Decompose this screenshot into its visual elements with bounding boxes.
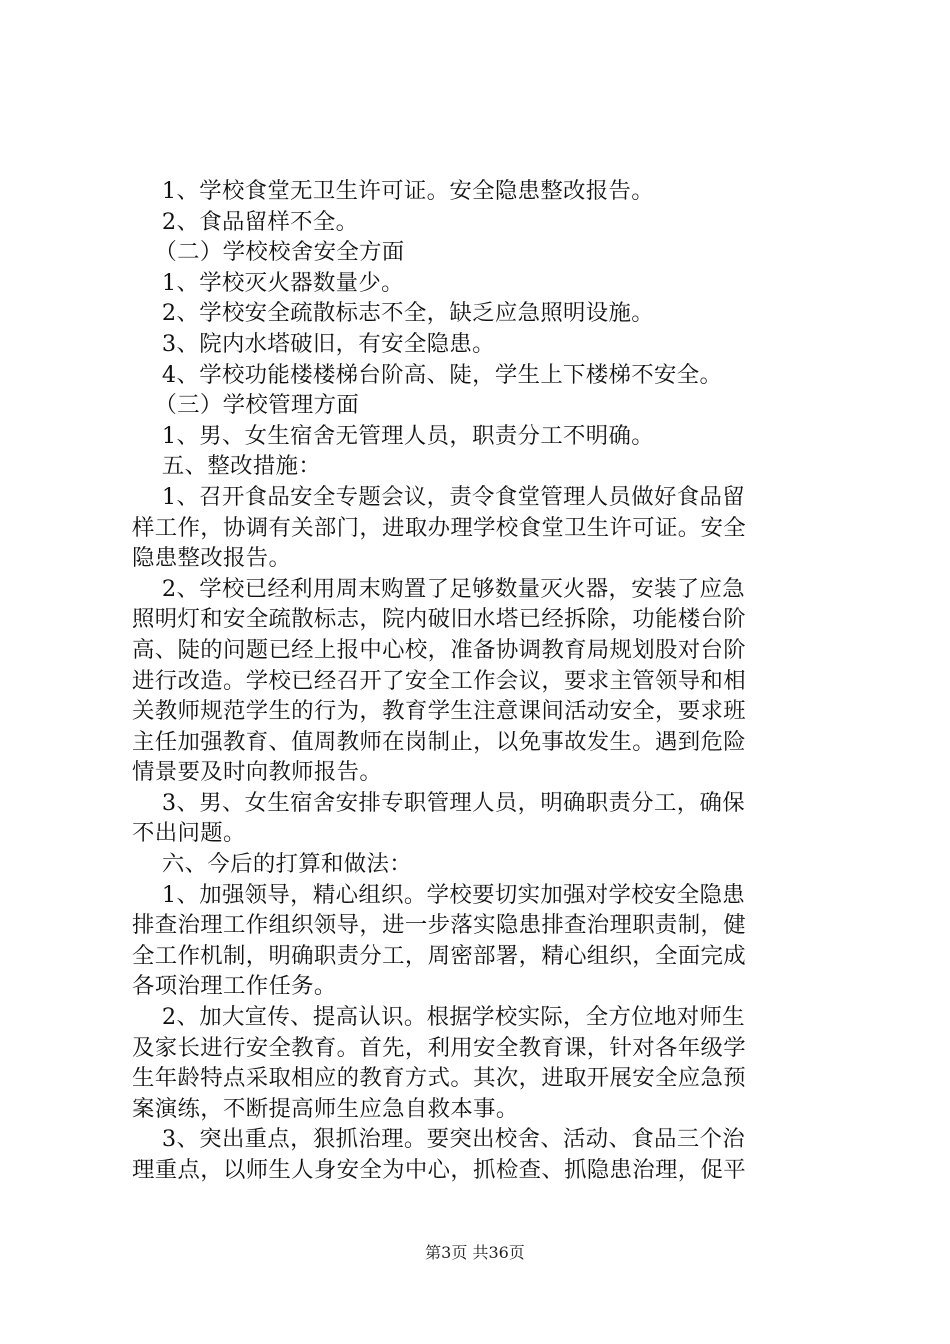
text-line: 3、突出重点，狠抓治理。要突出校舍、活动、食品三个治 [132,1126,745,1153]
text-line: 2、加大宣传、提高认识。根据学校实际，全方位地对师生 [132,1004,745,1031]
text-line: 2、学校已经利用周末购置了足够数量灭火器，安装了应急 [132,575,745,602]
section-heading: （二）学校校舍安全方面 [132,239,405,266]
text-line: 隐患整改报告。 [132,545,292,572]
text-line: 照明灯和安全疏散标志，院内破旧水塔已经拆除，功能楼台阶 [132,606,746,633]
text-line: 排查治理工作组织领导，进一步落实隐患排查治理职责制，健 [132,912,746,939]
text-line: 3、男、女生宿舍安排专职管理人员，明确职责分工，确保 [132,789,745,816]
text-line: 生年龄特点采取相应的教育方式。其次，进取开展安全应急预 [132,1065,746,1092]
text-line: 3、院内水塔破旧，有安全隐患。 [132,330,495,357]
text-line: 1、学校灭火器数量少。 [132,269,404,296]
section-heading: （三）学校管理方面 [132,392,360,419]
text-line: 4、学校功能楼楼梯台阶高、陡，学生上下楼梯不安全。 [132,361,723,388]
text-line: 不出问题。 [132,820,246,847]
text-line: 1、学校食堂无卫生许可证。安全隐患整改报告。 [132,178,655,204]
text-line: 2、食品留样不全。 [132,208,359,235]
page-number-footer: 第3页 共36页 [425,1243,525,1262]
text-line: 1、加强领导，精心组织。学校要切实加强对学校安全隐患 [132,881,745,908]
section-heading: 六、今后的打算和做法： [132,851,413,878]
text-line: 理重点，以师生人身安全为中心，抓检查、抓隐患治理，促平 [132,1157,746,1183]
text-line: 各项治理工作任务。 [132,973,337,1000]
text-line: 全工作机制，明确职责分工，周密部署，精心组织，全面完成 [132,942,746,969]
text-line: 1、召开食品安全专题会议，责令食堂管理人员做好食品留 [132,483,745,510]
text-line: 1、男、女生宿舍无管理人员，职责分工不明确。 [132,422,655,449]
text-line: 案演练，不断提高师生应急自救本事。 [132,1095,519,1122]
text-line: 主任加强教育、值周教师在岗制止，以免事故发生。遇到危险 [132,728,746,755]
text-line: 样工作，协调有关部门，进取办理学校食堂卫生许可证。安全 [132,514,746,541]
text-line: 情景要及时向教师报告。 [132,759,383,786]
document-body [132,176,822,1186]
text-line: 2、学校安全疏散标志不全，缺乏应急照明设施。 [132,300,655,327]
text-line: 高、陡的问题已经上报中心校，准备协调教育局规划股对台阶 [132,636,746,663]
section-heading: 五、整改措施： [132,453,322,480]
text-line: 进行改造。学校已经召开了安全工作会议，要求主管领导和相 [132,667,746,694]
text-line: 关教师规范学生的行为，教育学生注意课间活动安全，要求班 [132,698,746,725]
text-line: 及家长进行安全教育。首先，利用安全教育课，针对各年级学 [132,1034,746,1061]
